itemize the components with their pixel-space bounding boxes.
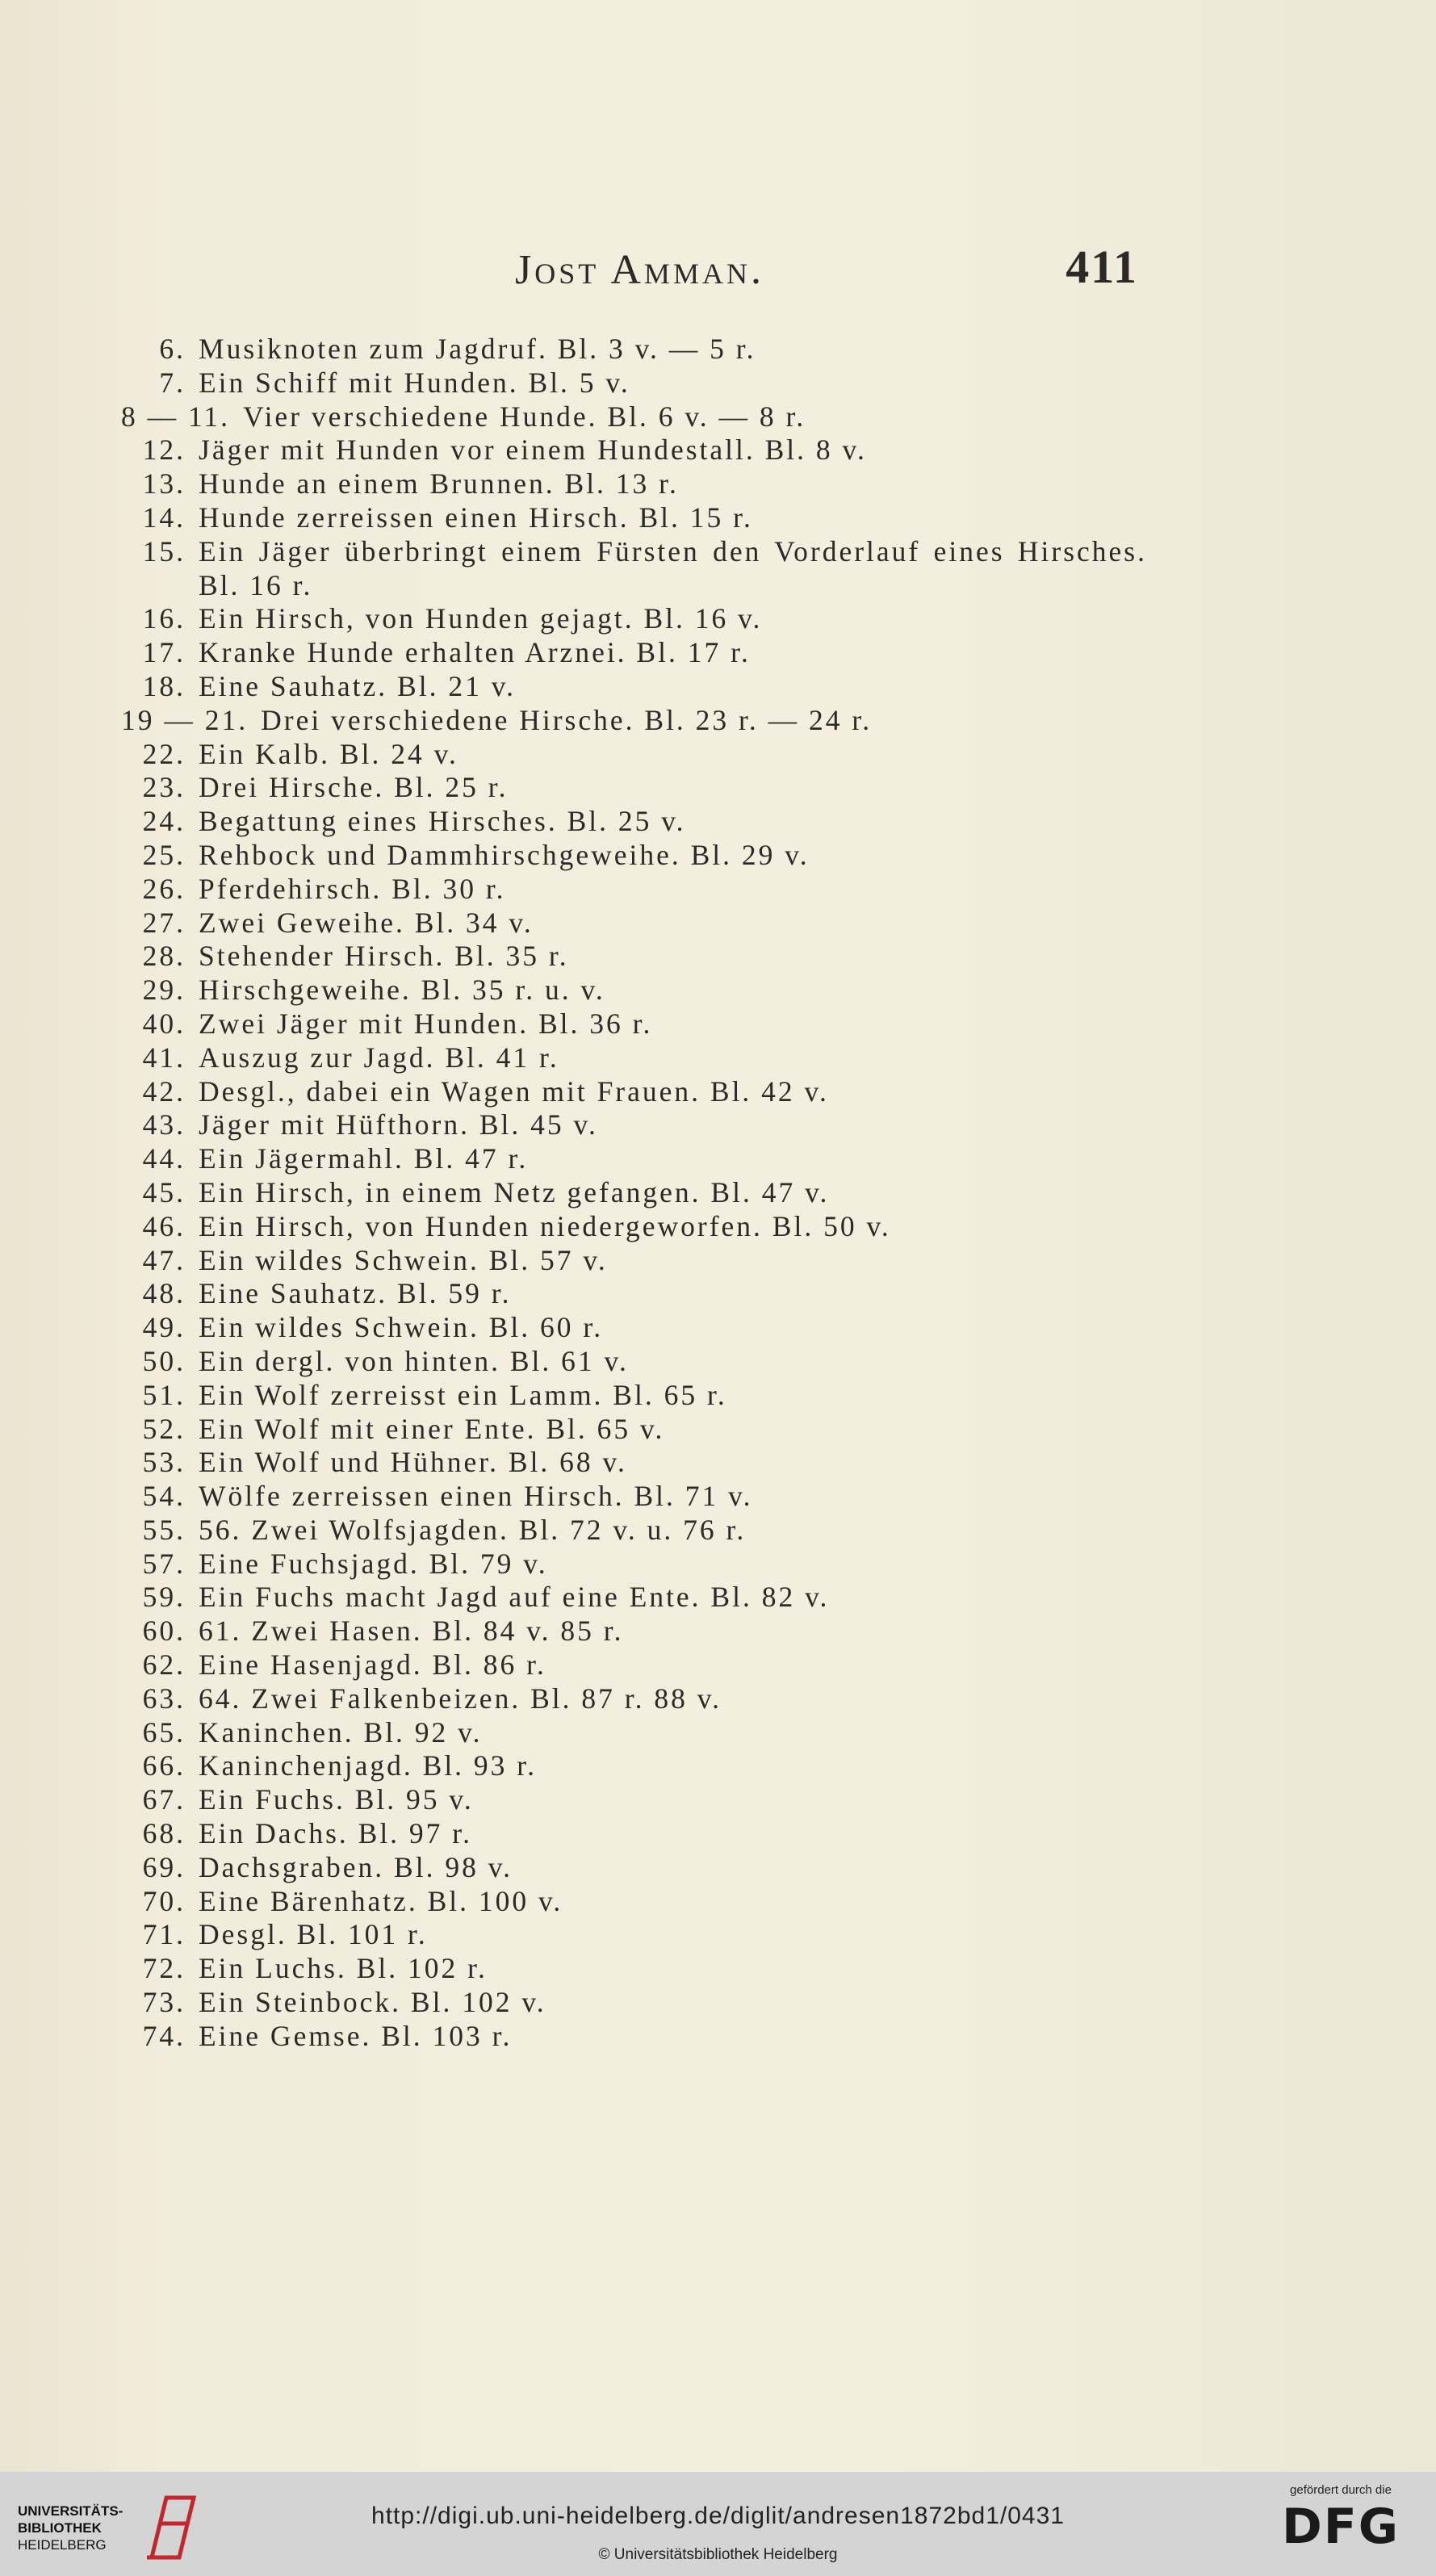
- catalogue-entry: [121, 805, 1170, 839]
- catalogue-entry: [121, 1986, 1170, 2020]
- funding-caption: gefördert durch die: [1290, 2483, 1392, 2497]
- catalogue-entry: [121, 1749, 1170, 1783]
- entry-number: 17.: [142, 636, 186, 669]
- catalogue-entry: [121, 1885, 1170, 1919]
- entry-number: 57.: [142, 1547, 186, 1580]
- catalogue-entry: [121, 434, 1170, 467]
- page-header-title: Jost Amman.: [515, 247, 764, 293]
- catalogue-entry: [121, 839, 1170, 873]
- entry-text: Dachsgraben. Bl. 98 v.: [199, 1850, 513, 1883]
- catalogue-entry: [121, 738, 1170, 772]
- entry-text: Zwei Geweihe. Bl. 34 v.: [199, 906, 534, 939]
- entry-number: 41.: [142, 1041, 186, 1074]
- catalogue-entry: [121, 1379, 1170, 1413]
- entry-number: 59.: [142, 1581, 186, 1614]
- catalogue-list: [121, 333, 1170, 2054]
- entry-text: Desgl., dabei ein Wagen mit Frauen. Bl. 42 v.: [199, 1074, 829, 1108]
- catalogue-entry: [121, 1345, 1170, 1379]
- catalogue-entry: [121, 1244, 1170, 1278]
- entry-text: Desgl. Bl. 101 r.: [199, 1918, 428, 1951]
- catalogue-entry: [121, 974, 1170, 1007]
- catalogue-entry: [121, 1514, 1170, 1548]
- catalogue-entry: [121, 1413, 1170, 1447]
- entry-text: Ein Wolf zerreisst ein Lamm. Bl. 65 r.: [199, 1378, 727, 1411]
- entry-text: Ein Steinbock. Bl. 102 v.: [199, 1986, 546, 2019]
- entry-number: 62.: [142, 1648, 186, 1682]
- catalogue-entry: [121, 1615, 1170, 1648]
- copyright-notice: © Universitätsbibliothek Heidelberg: [598, 2546, 838, 2563]
- catalogue-entry: [121, 467, 1170, 501]
- entry-text: Ein Fuchs macht Jagd auf eine Ente. Bl. 82 v.: [199, 1581, 830, 1614]
- catalogue-entry: [121, 1581, 1170, 1615]
- entry-number: 29.: [142, 974, 186, 1007]
- entry-text: Ein Jägermahl. Bl. 47 r.: [199, 1142, 529, 1175]
- footer-bar: [0, 2472, 1436, 2576]
- entry-text: Rehbock und Dammhirschgeweihe. Bl. 29 v.: [199, 838, 810, 871]
- entry-text: Ein wildes Schwein. Bl. 57 v.: [199, 1243, 608, 1276]
- catalogue-entry: [121, 636, 1170, 670]
- catalogue-entry: [121, 1176, 1170, 1210]
- entry-text: Ein dergl. von hinten. Bl. 61 v.: [199, 1344, 629, 1377]
- entry-number: 60.: [142, 1615, 186, 1648]
- entry-number: 51.: [142, 1378, 186, 1411]
- entry-number: 8 — 11.: [121, 400, 231, 433]
- catalogue-entry: [121, 1041, 1170, 1075]
- catalogue-entry: [121, 873, 1170, 907]
- entry-text: Ein Jäger überbringt einem Fürsten den Vorderlauf eines Hirsches. Bl. 16 r.: [199, 534, 1147, 601]
- entry-text: Eine Sauhatz. Bl. 59 r.: [199, 1277, 512, 1310]
- catalogue-entry: [121, 940, 1170, 974]
- catalogue-entry: [121, 1075, 1170, 1109]
- entry-text: Musiknoten zum Jagdruf. Bl. 3 v. — 5 r.: [199, 333, 756, 365]
- entry-text: Auszug zur Jagd. Bl. 41 r.: [199, 1041, 559, 1074]
- dfg-logo: DFG: [1281, 2499, 1400, 2555]
- entry-text: Ein Fuchs. Bl. 95 v.: [199, 1783, 474, 1816]
- entry-text: Ein Luchs. Bl. 102 r.: [199, 1952, 488, 1985]
- entry-number: 14.: [142, 501, 186, 534]
- entry-text: Eine Sauhatz. Bl. 21 v.: [199, 669, 517, 702]
- institution-line-2: BIBLIOTHEK: [18, 2520, 102, 2536]
- entry-text: Zwei Jäger mit Hunden. Bl. 36 r.: [199, 1007, 653, 1040]
- catalogue-entry: [121, 1851, 1170, 1885]
- entry-text: Ein Wolf und Hühner. Bl. 68 v.: [199, 1446, 627, 1479]
- catalogue-entry: [121, 1311, 1170, 1345]
- entry-number: 42.: [142, 1074, 186, 1108]
- entry-text: Ein Schiff mit Hunden. Bl. 5 v.: [199, 366, 630, 399]
- entry-text: Stehender Hirsch. Bl. 35 r.: [199, 940, 569, 973]
- entry-text: Jäger mit Hunden vor einem Hundestall. Bl. 8 v.: [199, 434, 867, 467]
- catalogue-entry: [121, 771, 1170, 805]
- entry-text: Ein Dachs. Bl. 97 r.: [199, 1817, 473, 1850]
- entry-text: Ein Hirsch, von Hunden gejagt. Bl. 16 v.: [199, 602, 763, 635]
- entry-number: 43.: [142, 1108, 186, 1141]
- entry-text: Vier verschiedene Hunde. Bl. 6 v. — 8 r.: [243, 400, 806, 433]
- entry-number: 26.: [142, 872, 186, 905]
- entry-text: Eine Hasenjagd. Bl. 86 r.: [199, 1648, 546, 1682]
- entry-number: 7.: [159, 366, 186, 399]
- catalogue-entry: [121, 1210, 1170, 1244]
- entry-text: Ein Kalb. Bl. 24 v.: [199, 737, 458, 770]
- catalogue-entry: [121, 1682, 1170, 1716]
- permalink-url[interactable]: http://digi.ub.uni-heidelberg.de/diglit/andresen1872bd1/0431: [371, 2503, 1065, 2529]
- catalogue-entry: [121, 1446, 1170, 1480]
- entry-text: Begattung eines Hirsches. Bl. 25 v.: [199, 805, 686, 838]
- entry-number: 72.: [142, 1952, 186, 1985]
- entry-number: 47.: [142, 1243, 186, 1276]
- catalogue-entry: [121, 367, 1170, 400]
- entry-number: 48.: [142, 1277, 186, 1310]
- entry-text: Eine Bärenhatz. Bl. 100 v.: [199, 1884, 563, 1917]
- entry-number: 70.: [142, 1884, 186, 1917]
- entry-text: Hirschgeweihe. Bl. 35 r. u. v.: [199, 974, 605, 1007]
- entry-text: 64. Zwei Falkenbeizen. Bl. 87 r. 88 v.: [199, 1682, 722, 1715]
- entry-number: 68.: [142, 1817, 186, 1850]
- entry-number: 73.: [142, 1986, 186, 2019]
- entry-number: 46.: [142, 1209, 186, 1242]
- entry-text: 61. Zwei Hasen. Bl. 84 v. 85 r.: [199, 1615, 624, 1648]
- catalogue-entry: [121, 1480, 1170, 1514]
- entry-number: 40.: [142, 1007, 186, 1040]
- entry-number: 67.: [142, 1783, 186, 1816]
- entry-text: Drei verschiedene Hirsche. Bl. 23 r. — 24 r.: [261, 703, 873, 736]
- entry-number: 71.: [142, 1918, 186, 1951]
- catalogue-entry: [121, 1817, 1170, 1851]
- catalogue-entry: [121, 602, 1170, 636]
- entry-text: Ein Hirsch, in einem Netz gefangen. Bl. 47 v.: [199, 1175, 830, 1208]
- catalogue-entry: [121, 1716, 1170, 1750]
- entry-number: 69.: [142, 1850, 186, 1883]
- catalogue-entry: [121, 1108, 1170, 1142]
- institution-line-3: HEIDELBERG: [18, 2537, 107, 2553]
- catalogue-entry: [121, 1783, 1170, 1817]
- catalogue-entry: [121, 535, 1170, 603]
- entry-number: 6.: [159, 333, 186, 365]
- entry-number: 54.: [142, 1480, 186, 1513]
- running-head: [121, 241, 1138, 303]
- catalogue-entry: [121, 501, 1170, 535]
- entry-number: 13.: [142, 467, 186, 501]
- catalogue-entry: [121, 1007, 1170, 1041]
- entry-text: Hunde an einem Brunnen. Bl. 13 r.: [199, 467, 679, 501]
- catalogue-entry: [121, 907, 1170, 940]
- entry-number: 15.: [142, 534, 186, 568]
- entry-number: 12.: [142, 434, 186, 467]
- entry-number: 55.: [142, 1513, 186, 1546]
- catalogue-entry: [121, 1548, 1170, 1581]
- institution-line-1: UNIVERSITÄTS-: [18, 2503, 124, 2519]
- catalogue-entry: [121, 400, 1170, 434]
- catalogue-entry: [121, 333, 1170, 367]
- entry-number: 25.: [142, 838, 186, 871]
- catalogue-entry: [121, 1952, 1170, 1986]
- entry-number: 22.: [142, 737, 186, 770]
- entry-text: 56. Zwei Wolfsjagden. Bl. 72 v. u. 76 r.: [199, 1513, 747, 1546]
- entry-text: Ein Wolf mit einer Ente. Bl. 65 v.: [199, 1412, 665, 1445]
- catalogue-entry: [121, 2020, 1170, 2054]
- entry-text: Wölfe zerreissen einen Hirsch. Bl. 71 v.: [199, 1480, 753, 1513]
- entry-number: 66.: [142, 1749, 186, 1782]
- entry-text: Pferdehirsch. Bl. 30 r.: [199, 872, 506, 905]
- entry-text: Kranke Hunde erhalten Arznei. Bl. 17 r.: [199, 636, 751, 669]
- entry-number: 28.: [142, 940, 186, 973]
- entry-number: 23.: [142, 771, 186, 804]
- catalogue-entry: [121, 1918, 1170, 1952]
- entry-number: 50.: [142, 1344, 186, 1377]
- entry-text: Kaninchen. Bl. 92 v.: [199, 1715, 483, 1749]
- entry-text: Kaninchenjagd. Bl. 93 r.: [199, 1749, 538, 1782]
- entry-number: 63.: [142, 1682, 186, 1715]
- entry-number: 18.: [142, 669, 186, 702]
- entry-number: 53.: [142, 1446, 186, 1479]
- entry-number: 19 — 21.: [121, 703, 249, 736]
- catalogue-entry: [121, 1648, 1170, 1682]
- entry-text: Ein wildes Schwein. Bl. 60 r.: [199, 1311, 604, 1344]
- entry-number: 44.: [142, 1142, 186, 1175]
- catalogue-entry: [121, 1277, 1170, 1311]
- dfg-funding-logo: [1268, 2483, 1413, 2572]
- entry-number: 65.: [142, 1715, 186, 1749]
- entry-number: 52.: [142, 1412, 186, 1445]
- catalogue-entry: [121, 704, 1170, 738]
- entry-text: Eine Fuchsjagd. Bl. 79 v.: [199, 1547, 548, 1580]
- entry-number: 16.: [142, 602, 186, 635]
- entry-number: 45.: [142, 1175, 186, 1208]
- entry-number: 27.: [142, 906, 186, 939]
- entry-text: Ein Hirsch, von Hunden niedergeworfen. Bl. 50 v.: [199, 1209, 891, 1242]
- catalogue-entry: [121, 670, 1170, 704]
- entry-text: Drei Hirsche. Bl. 25 r.: [199, 771, 509, 804]
- entry-text: Jäger mit Hüfthorn. Bl. 45 v.: [199, 1108, 598, 1141]
- entry-number: 74.: [142, 2019, 186, 2052]
- catalogue-entry: [121, 1142, 1170, 1176]
- entry-number: 24.: [142, 805, 186, 838]
- entry-text: Eine Gemse. Bl. 103 r.: [199, 2019, 513, 2052]
- entry-number: 49.: [142, 1311, 186, 1344]
- entry-text: Hunde zerreissen einen Hirsch. Bl. 15 r.: [199, 501, 753, 534]
- page-number: 411: [1065, 241, 1138, 293]
